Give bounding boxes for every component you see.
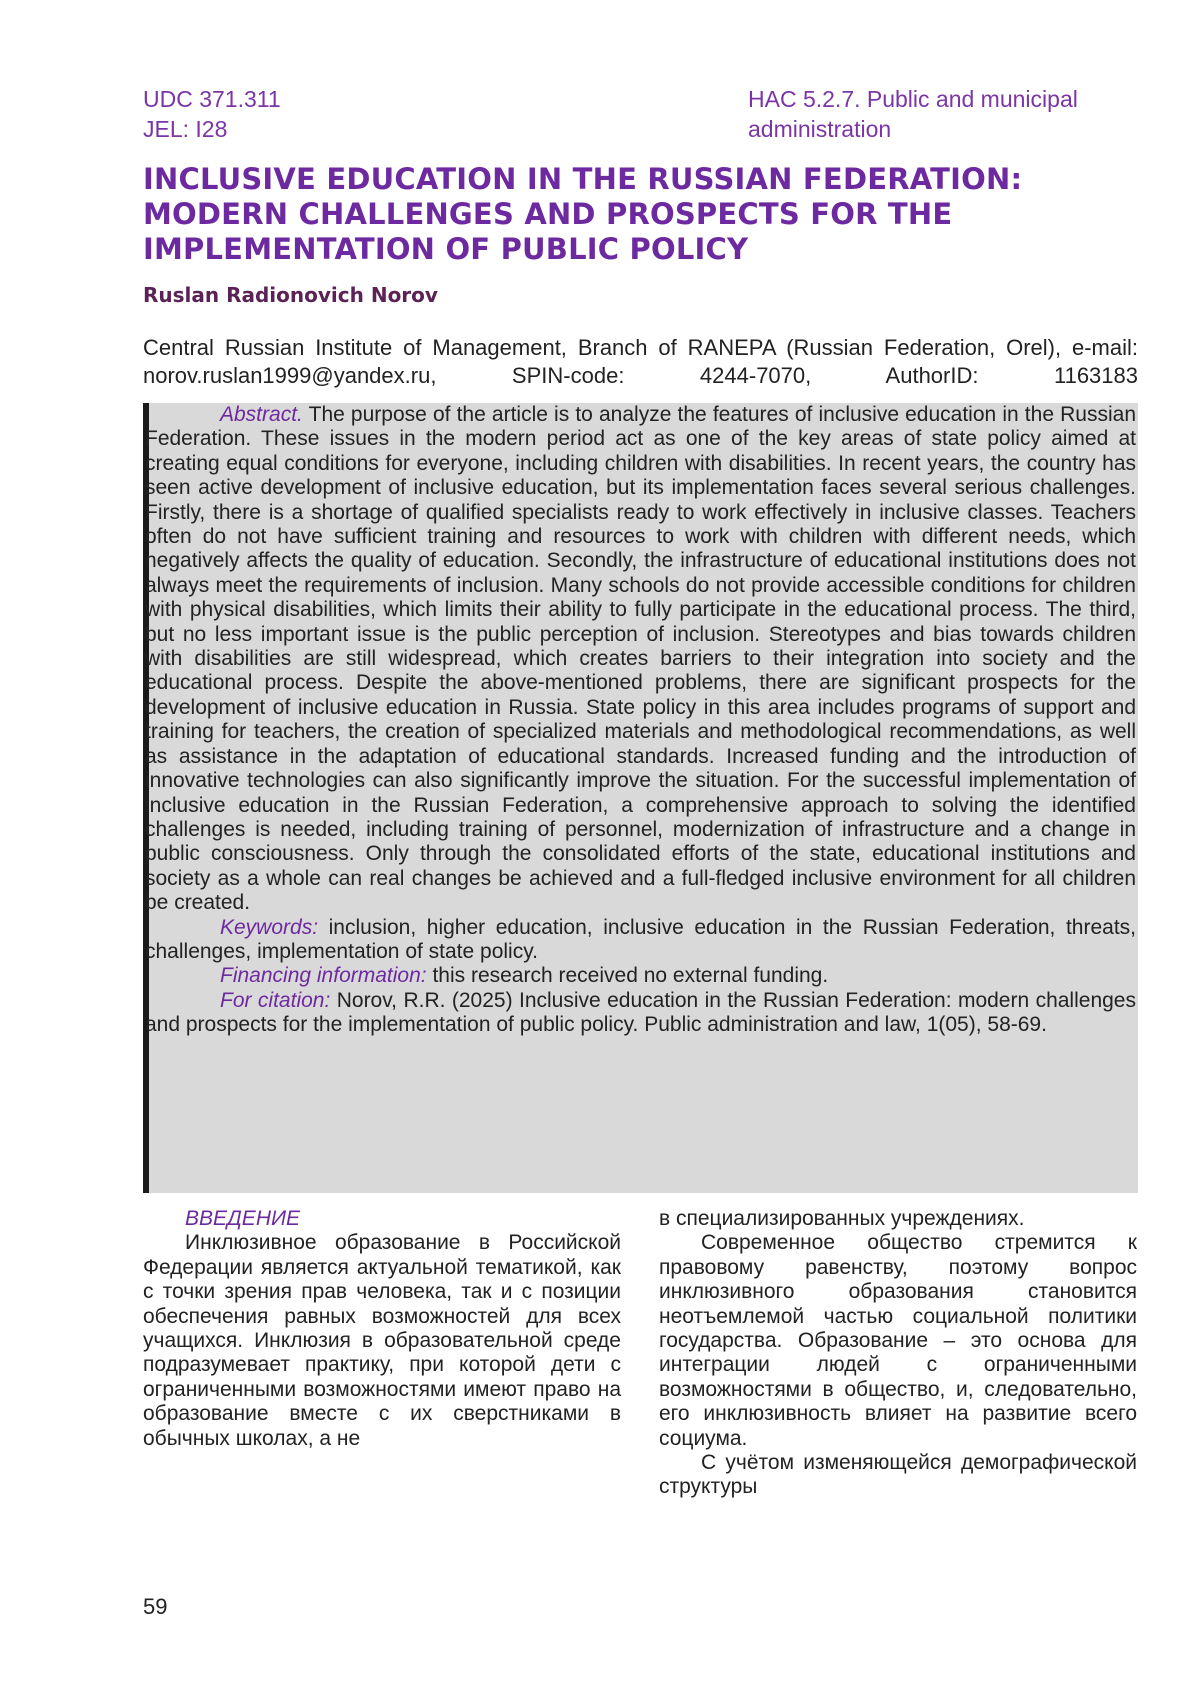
- abstract-label: Abstract.: [220, 403, 303, 426]
- financing-text: this research received no external funding.: [426, 964, 829, 988]
- article-title: INCLUSIVE EDUCATION IN THE RUSSIAN FEDERATION: MODERN CHALLENGES AND PROSPECTS FOR THE IMPLEMENTATION OF PUBLIC POLICY: [143, 162, 1023, 266]
- abstract-text: The purpose of the article is to analyze the features of inclusive education in the Russian Federation. These issues in the modern period act as one of the key areas of state policy aimed at creating equal conditions for everyone, including children with disabilities. In recent years, the country has seen active development of inclusive education, but its implementation faces several serious challenges. Firstly, there is a shortage of qualified specialists ready to work effectively in inclusive classes. Teachers often do not have sufficient training and resources to work with children with different needs, which negatively affects the quality of education. Secondly, the infrastructure of educational institutions does not always meet the requirements of inclusion. Many schools do not provide accessible conditions for children with physical disabilities, which limits their ability to fully participate in the educational process. The third, but no less important issue is the public perception of inclusion. Stereotypes and bias towards children with disabilities are still widespread, which creates barriers to their integration into society and the educational process. Despite the above-mentioned problems, there are significant prospects for the development of inclusive education in Russia. State policy in this area includes programs of support and training for teachers, the creation of specialized materials and methodological recommendations, as well as assistance in the adaptation of educational standards. Increased funding and the introduction of innovative technologies can also significantly improve the situation. For the successful implementation of inclusive education in the Russian Federation, a comprehensive approach to solving the identified challenges is needed, including training of personnel, modernization of infrastructure and a change in public consciousness. Only through the consolidated efforts of the state, educational institutions and society as a whole can real changes be achieved and a full-fledged inclusive environment for all children be created.: [145, 403, 1136, 915]
- abstract-paragraph: [145, 403, 1136, 916]
- keywords-label: Keywords:: [220, 915, 319, 939]
- hac-line-1: HAC 5.2.7. Public and municipal: [748, 86, 1078, 112]
- hac-line-2: administration: [748, 116, 892, 142]
- financing-label: Financing information:: [220, 964, 427, 988]
- abstract-box: [143, 403, 1138, 1193]
- citation-paragraph: [145, 989, 1136, 1038]
- udc-code: UDC 371.311: [143, 86, 281, 112]
- author-affiliation: Central Russian Institute of Management, Branch of RANEPA (Russian Federation, Orel), e-mail: norov.ruslan1999@yandex.ru, SPIN-code: 4244-7070, AuthorID: 1163183: [143, 335, 1138, 388]
- author-name: Ruslan Radionovich Norov: [143, 283, 438, 307]
- body-column-left: [143, 1207, 621, 1451]
- udc-jel-block: [143, 84, 623, 144]
- body-column-right: [659, 1207, 1137, 1500]
- keywords-text: inclusion, higher education, inclusive education in the Russian Federation, threats, challenges, implementation of state policy.: [145, 915, 1136, 963]
- body-paragraph: С учётом изменяющейся демографической структуры: [659, 1451, 1137, 1499]
- abstract-content: [143, 403, 1138, 1038]
- citation-label: For citation:: [220, 988, 331, 1012]
- body-paragraph: Современное общество стремится к правовому равенству, поэтому вопрос инклюзивного образования становится неотъемлемой частью социальной политики государства. Образование – это основа для интеграции людей с ограниченными возможностями в общество, и, следовательно, его инклюзивность влияет на развитие всего социума.: [659, 1231, 1137, 1450]
- page-number: 59: [143, 1594, 168, 1619]
- body-paragraph: Инклюзивное образование в Российской Федерации является актуальной тематикой, как с точки зрения прав человека, так и с позиции обеспечения равных возможностей для всех учащихся. Инклюзия в образовательной среде подразумевает практику, при которой дети с ограниченными возможностями имеют право на образование вместе с их сверстниками в обычных школах, а не: [143, 1231, 621, 1450]
- hac-block: [748, 84, 1138, 144]
- keywords-paragraph: [145, 916, 1136, 965]
- jel-code: JEL: I28: [143, 116, 228, 142]
- introduction-heading: ВВЕДЕНИЕ: [185, 1207, 301, 1230]
- citation-text: Norov, R.R. (2025) Inclusive education in the Russian Federation: modern challenges and prospects for the implementation of public policy. Public administration and law, 1(05), 58-69.: [145, 988, 1136, 1037]
- body-paragraph-continuation: в специализированных учреждениях.: [659, 1207, 1025, 1230]
- financing-paragraph: [145, 964, 1136, 988]
